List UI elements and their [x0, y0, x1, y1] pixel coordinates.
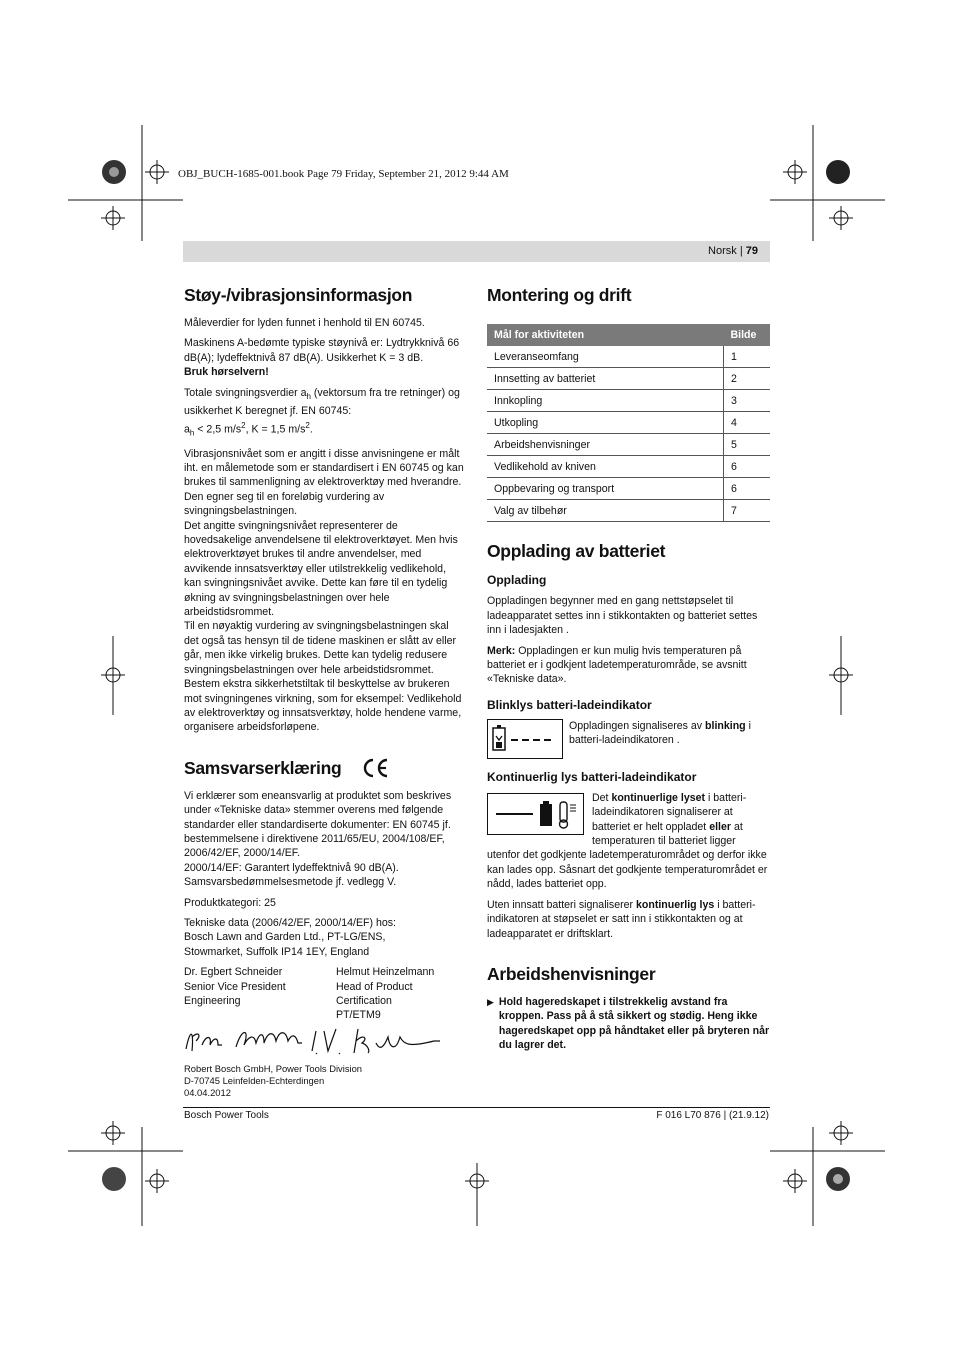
technical-data-location: Tekniske data (2006/42/EF, 2000/14/EF) hos:: [184, 916, 397, 929]
charging-section-title: Opplading av batteriet: [487, 541, 666, 562]
table-cell: Utkopling: [487, 412, 724, 434]
vibration-paragraph-2: Vibrasjonsnivået som er angitt i disse anvisningene er målt iht. en målemetode som er standardisert i EN 60745 og kan brukes til sammenligning av elektroverktøy med hverandre. Den egner seg til en foreløbig vurdering av svingningsbelastningen.: [184, 447, 464, 518]
table-cell: 5: [724, 434, 771, 456]
signatory-dept: PT/ETM9: [336, 1009, 381, 1022]
activity-table: [487, 324, 770, 522]
table-cell: Oppbevaring og transport: [487, 478, 724, 500]
cont-text: at temperaturen til batteriet ligger utenfor det godkjente ladetemperaturområdet og derfor ikke kan lades opp. Såsnart det godkjente temperaturområdet er nådd, lades batteriet opp.: [487, 820, 768, 891]
bullet-arrow-icon: ▶: [487, 996, 494, 1007]
table-row: [487, 434, 770, 456]
signatories: [184, 965, 466, 1023]
note-label: Merk:: [487, 644, 516, 657]
declaration-date: 04.04.2012: [184, 1087, 231, 1099]
noise-paragraph-1: Måleverdier for lyden funnet i henhold til EN 60745.: [184, 317, 425, 329]
table-cell: 3: [724, 390, 771, 412]
table-row: [487, 456, 770, 478]
vib-text: < 2,5 m/s: [194, 423, 242, 436]
vib-text: Totale svingningsverdier a: [184, 386, 307, 399]
vibration-paragraph-3: Det angitte svingningsnivået representerer de hovedsakelige anvendelsene til elektroverktøyet. Men hvis elektroverktøyet brukes til andre anvendelser, med avvikende innsatsverktøy eller utilstrekkelig vedlikehold, kan svingningsnivået avvike. Dette kan føre til en tydelig økning av svingningsbelastningen over hele arbeidstidsrommet.: [184, 519, 458, 619]
no-battery-description: [487, 898, 770, 941]
language-label: Norsk |: [708, 245, 746, 257]
table-row: [487, 412, 770, 434]
company-address-2: Stowmarket, Suffolk IP14 1EY, England: [184, 945, 370, 958]
vib-text: (vektorsum fra tre retninger) og usikkerhet K beregnet jf. EN 60745:: [184, 386, 460, 418]
table-cell: Innkopling: [487, 390, 724, 412]
vib-text: , K = 1,5 m/s: [245, 423, 306, 436]
table-cell: 4: [724, 412, 771, 434]
continuous-indicator-title: Kontinuerlig lys batteri-ladeindikator: [487, 769, 697, 784]
vib-text: a: [184, 423, 190, 436]
signatory-1: [184, 965, 314, 1023]
table-row: [487, 346, 770, 368]
work-advice-section-title: Arbeidshenvisninger: [487, 963, 656, 984]
vibration-paragraph-1: Totale svingningsverdier $a_h$ (vektorsum fra tre retninger) og usikkerhet K beregnet jf. EN 60745: $a_h < 2,5$ $m/s^2$, K = 1,5 $m/s^2$.: [184, 386, 460, 438]
table-row: [487, 368, 770, 390]
blink-text: Oppladingen signaliseres av: [569, 719, 706, 732]
table-cell: 6: [724, 456, 771, 478]
table-header-activity: Mål for aktiviteten: [487, 324, 724, 346]
vib-sub: h: [189, 428, 195, 438]
blink-text: i batteri-ladeindikatoren .: [569, 719, 751, 747]
noise-section-title: Støy-/vibrasjonsinformasjon: [184, 285, 413, 305]
table-row: [487, 478, 770, 500]
page-number: 79: [745, 245, 758, 257]
right-column: [487, 284, 770, 1053]
charging-paragraph: Oppladingen begynner med en gang nettstøpselet til ladeapparatet settes inn i stikkontakten og batteriet settes inn i ladesjakten .: [487, 595, 758, 637]
table-cell: 7: [724, 500, 771, 522]
product-category: Produktkategori: 25: [184, 896, 276, 909]
conformity-section-title: Samsvarserklæring: [184, 757, 342, 778]
charging-subtitle: Opplading: [487, 573, 547, 588]
continuous-description: [487, 791, 770, 892]
work-advice-item: [487, 995, 770, 1053]
charging-note: [487, 644, 770, 687]
vib-sub: h: [306, 391, 311, 401]
work-advice-text: Hold hageredskapet i tilstrekkelig avstand fra kroppen. Pass på å stå sikkert og stødig. Heng ikke hageredskapet opp på håndtaket eller på bryteren når du lagrer det.: [498, 995, 770, 1052]
page-label: [708, 245, 758, 257]
signatory-name: Dr. Egbert Schneider: [184, 966, 283, 979]
page-header-bar: [183, 241, 770, 262]
vibration-paragraph-4: Til en nøyaktig vurdering av svingningsbelastningen skal det også tas hensyn til de tidene maskinen er slått av eller går, men ikke virkelig brukes. Dette kan tydelig redusere svingningsbelastningen over hele arbeidstidsrommet.: [184, 620, 457, 676]
company-name: Robert Bosch GmbH, Power Tools Division: [184, 1063, 363, 1075]
note-text: Oppladingen er kun mulig hvis temperaturen på batteriet er i godkjent ladetemperaturområde, se avsnitt «Tekniske data».: [487, 644, 747, 686]
mounting-section-title: Montering og drift: [487, 285, 632, 305]
continuous-charge-indicator-icon: [487, 793, 584, 835]
footer-document-number: F 016 L70 876 | (21.9.12): [656, 1110, 769, 1121]
company-city: D-70745 Leinfelden-Echterdingen: [184, 1075, 325, 1087]
table-cell: Valg av tilbehør: [487, 500, 724, 522]
signatory-name: Helmut Heinzelmann: [336, 966, 435, 979]
table-header-figure: Bilde: [724, 324, 771, 346]
signatory-dept: Engineering: [184, 995, 241, 1007]
cont-text: Det: [592, 791, 612, 804]
table-cell: Arbeidshenvisninger: [487, 434, 724, 456]
table-cell: Leveranseomfang: [487, 346, 724, 368]
left-column: [184, 284, 466, 1099]
table-row: [487, 390, 770, 412]
signatory-title: Head of Product Certification: [336, 980, 413, 1007]
table-header-row: [487, 324, 770, 346]
table-cell: 6: [724, 478, 771, 500]
table-cell: 2: [724, 368, 771, 390]
conformity-paragraph-1: Vi erklærer som eneansvarlig at produktet som beskrives under «Tekniske data» stemmer overens med følgende standarder eller standardiserte dokumenter: EN 60745 jf. bestemmelsene i direktivene 2011/65/EU, 2004/108/EF, 2006/42/EF, 2000/14/EF.: [184, 789, 452, 860]
cont-text: i batteri-ladeindikatoren signaliserer at batteriet er helt oppladet: [592, 791, 747, 833]
cont-bold: kontinuerlige lyset: [611, 791, 706, 804]
blink-indicator-title: Blinklys batteri-ladeindikator: [487, 697, 652, 712]
cont2-bold: kontinuerlig lys: [635, 898, 715, 911]
cont2-text: Uten innsatt batteri signaliserer: [487, 898, 636, 911]
cont-bold: eller: [709, 820, 731, 833]
table-row: [487, 500, 770, 522]
table-cell: Vedlikehold av kniven: [487, 456, 724, 478]
ce-mark-icon: [361, 758, 389, 778]
handwritten-signatures: [184, 1023, 466, 1059]
cont2-text: i batteri-indikatoren at støpselet er satt inn i stikkontakten og at ladeapparatet er driftsklart.: [487, 898, 756, 940]
table-cell: 1: [724, 346, 771, 368]
blinking-charge-indicator-icon: [487, 719, 563, 759]
signatory-2: [336, 965, 466, 1023]
book-file-header: OBJ_BUCH-1685-001.book Page 79 Friday, September 21, 2012 9:44 AM: [178, 168, 509, 180]
table-cell: Innsetting av batteriet: [487, 368, 724, 390]
noise-warning: Bruk hørselvern!: [184, 366, 269, 379]
conformity-paragraph-2: 2000/14/EF: Garantert lydeffektnivå 90 dB(A). Samsvarsbedømmelsesmetode jf. vedlegg V.: [184, 861, 399, 889]
signatory-title: Senior Vice President: [184, 980, 286, 993]
blink-description: [569, 719, 770, 759]
noise-paragraph-2: Maskinens A-bedømte typiske støynivå er: Lydtrykknivå 66 dB(A); lydeffektnivå 87 dB(A). Usikkerhet K = 3 dB.: [184, 337, 460, 364]
footer-publisher: Bosch Power Tools: [184, 1110, 269, 1121]
blink-bold: blinking: [705, 719, 746, 732]
company-address-1: Bosch Lawn and Garden Ltd., PT-LG/ENS,: [184, 931, 386, 944]
footer-divider: [183, 1107, 770, 1108]
vibration-paragraph-5: Bestem ekstra sikkerhetstiltak til beskyttelse av brukeren mot svingningenes virkning, som for eksempel: Vedlikehold av elektroverktøy og innsatsverktøy, holde hendene varme, organisere arbeidsforløpene.: [184, 678, 462, 734]
